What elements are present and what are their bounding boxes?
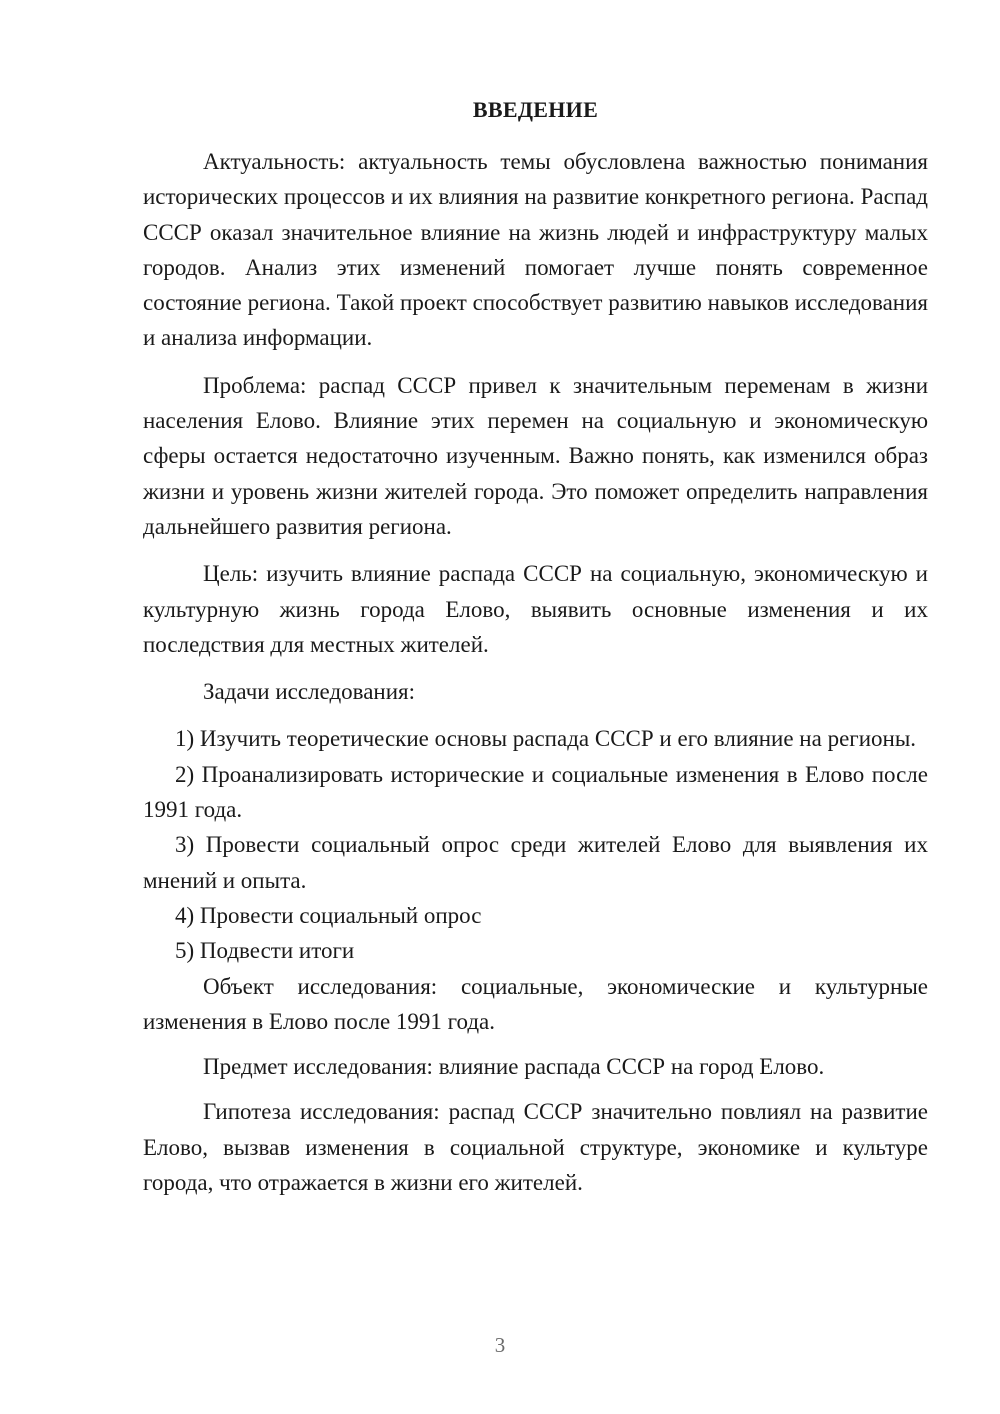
object-paragraph: Объект исследования: социальные, экономические и культурные изменения в Елово после 1991 года. [143, 973, 928, 1034]
task-item-3: 3) Провести социальный опрос среди жителей Елово для выявления их мнений и опыта. [143, 832, 928, 893]
page-title: ВВЕДЕНИЕ [472, 97, 599, 122]
task-item-4: 4) Провести социальный опрос [175, 902, 482, 928]
page-content [143, 92, 928, 1200]
page-number: 3 [494, 1333, 506, 1357]
relevance-paragraph: Актуальность: актуальность темы обусловлена важностью понимания исторических процессов и их влияния на развитие конкретного региона. Распад СССР оказал значительное влияние на жизнь людей и инфраструктуру малых городов. Анализ этих изменений помогает лучше понять современное состояние региона. Такой проект способствует развитию навыков исследования и анализа информации. [143, 149, 928, 351]
subject-paragraph: Предмет исследования: влияние распада СССР на город Елово. [203, 1054, 825, 1080]
problem-paragraph: Проблема: распад СССР привел к значительным переменам в жизни населения Елово. Влияние этих перемен на социальную и экономическую сферы остается недостаточно изученным. Важно понять, как изменился образ жизни и уровень жизни жителей города. Это поможет определить направления дальнейшего развития региона. [143, 372, 928, 539]
task-item-2: 2) Проанализировать исторические и социальные изменения в Елово после 1991 года. [143, 761, 928, 823]
goal-paragraph: Цель: изучить влияние распада СССР на социальную, экономическую и культурную жизнь города Елово, выявить основные изменения и их последствия для местных жителей. [143, 561, 928, 657]
task-item-1: 1) Изучить теоретические основы распада СССР и его влияние на регионы. [175, 726, 917, 752]
hypothesis-paragraph: Гипотеза исследования: распад СССР значительно повлиял на развитие Елово, вызвав изменения в социальной структуре, экономике и культуре города, что отражается в жизни его жителей. [143, 1099, 928, 1196]
task-item-5: 5) Подвести итоги [175, 938, 355, 964]
tasks-heading: Задачи исследования: [203, 679, 416, 705]
